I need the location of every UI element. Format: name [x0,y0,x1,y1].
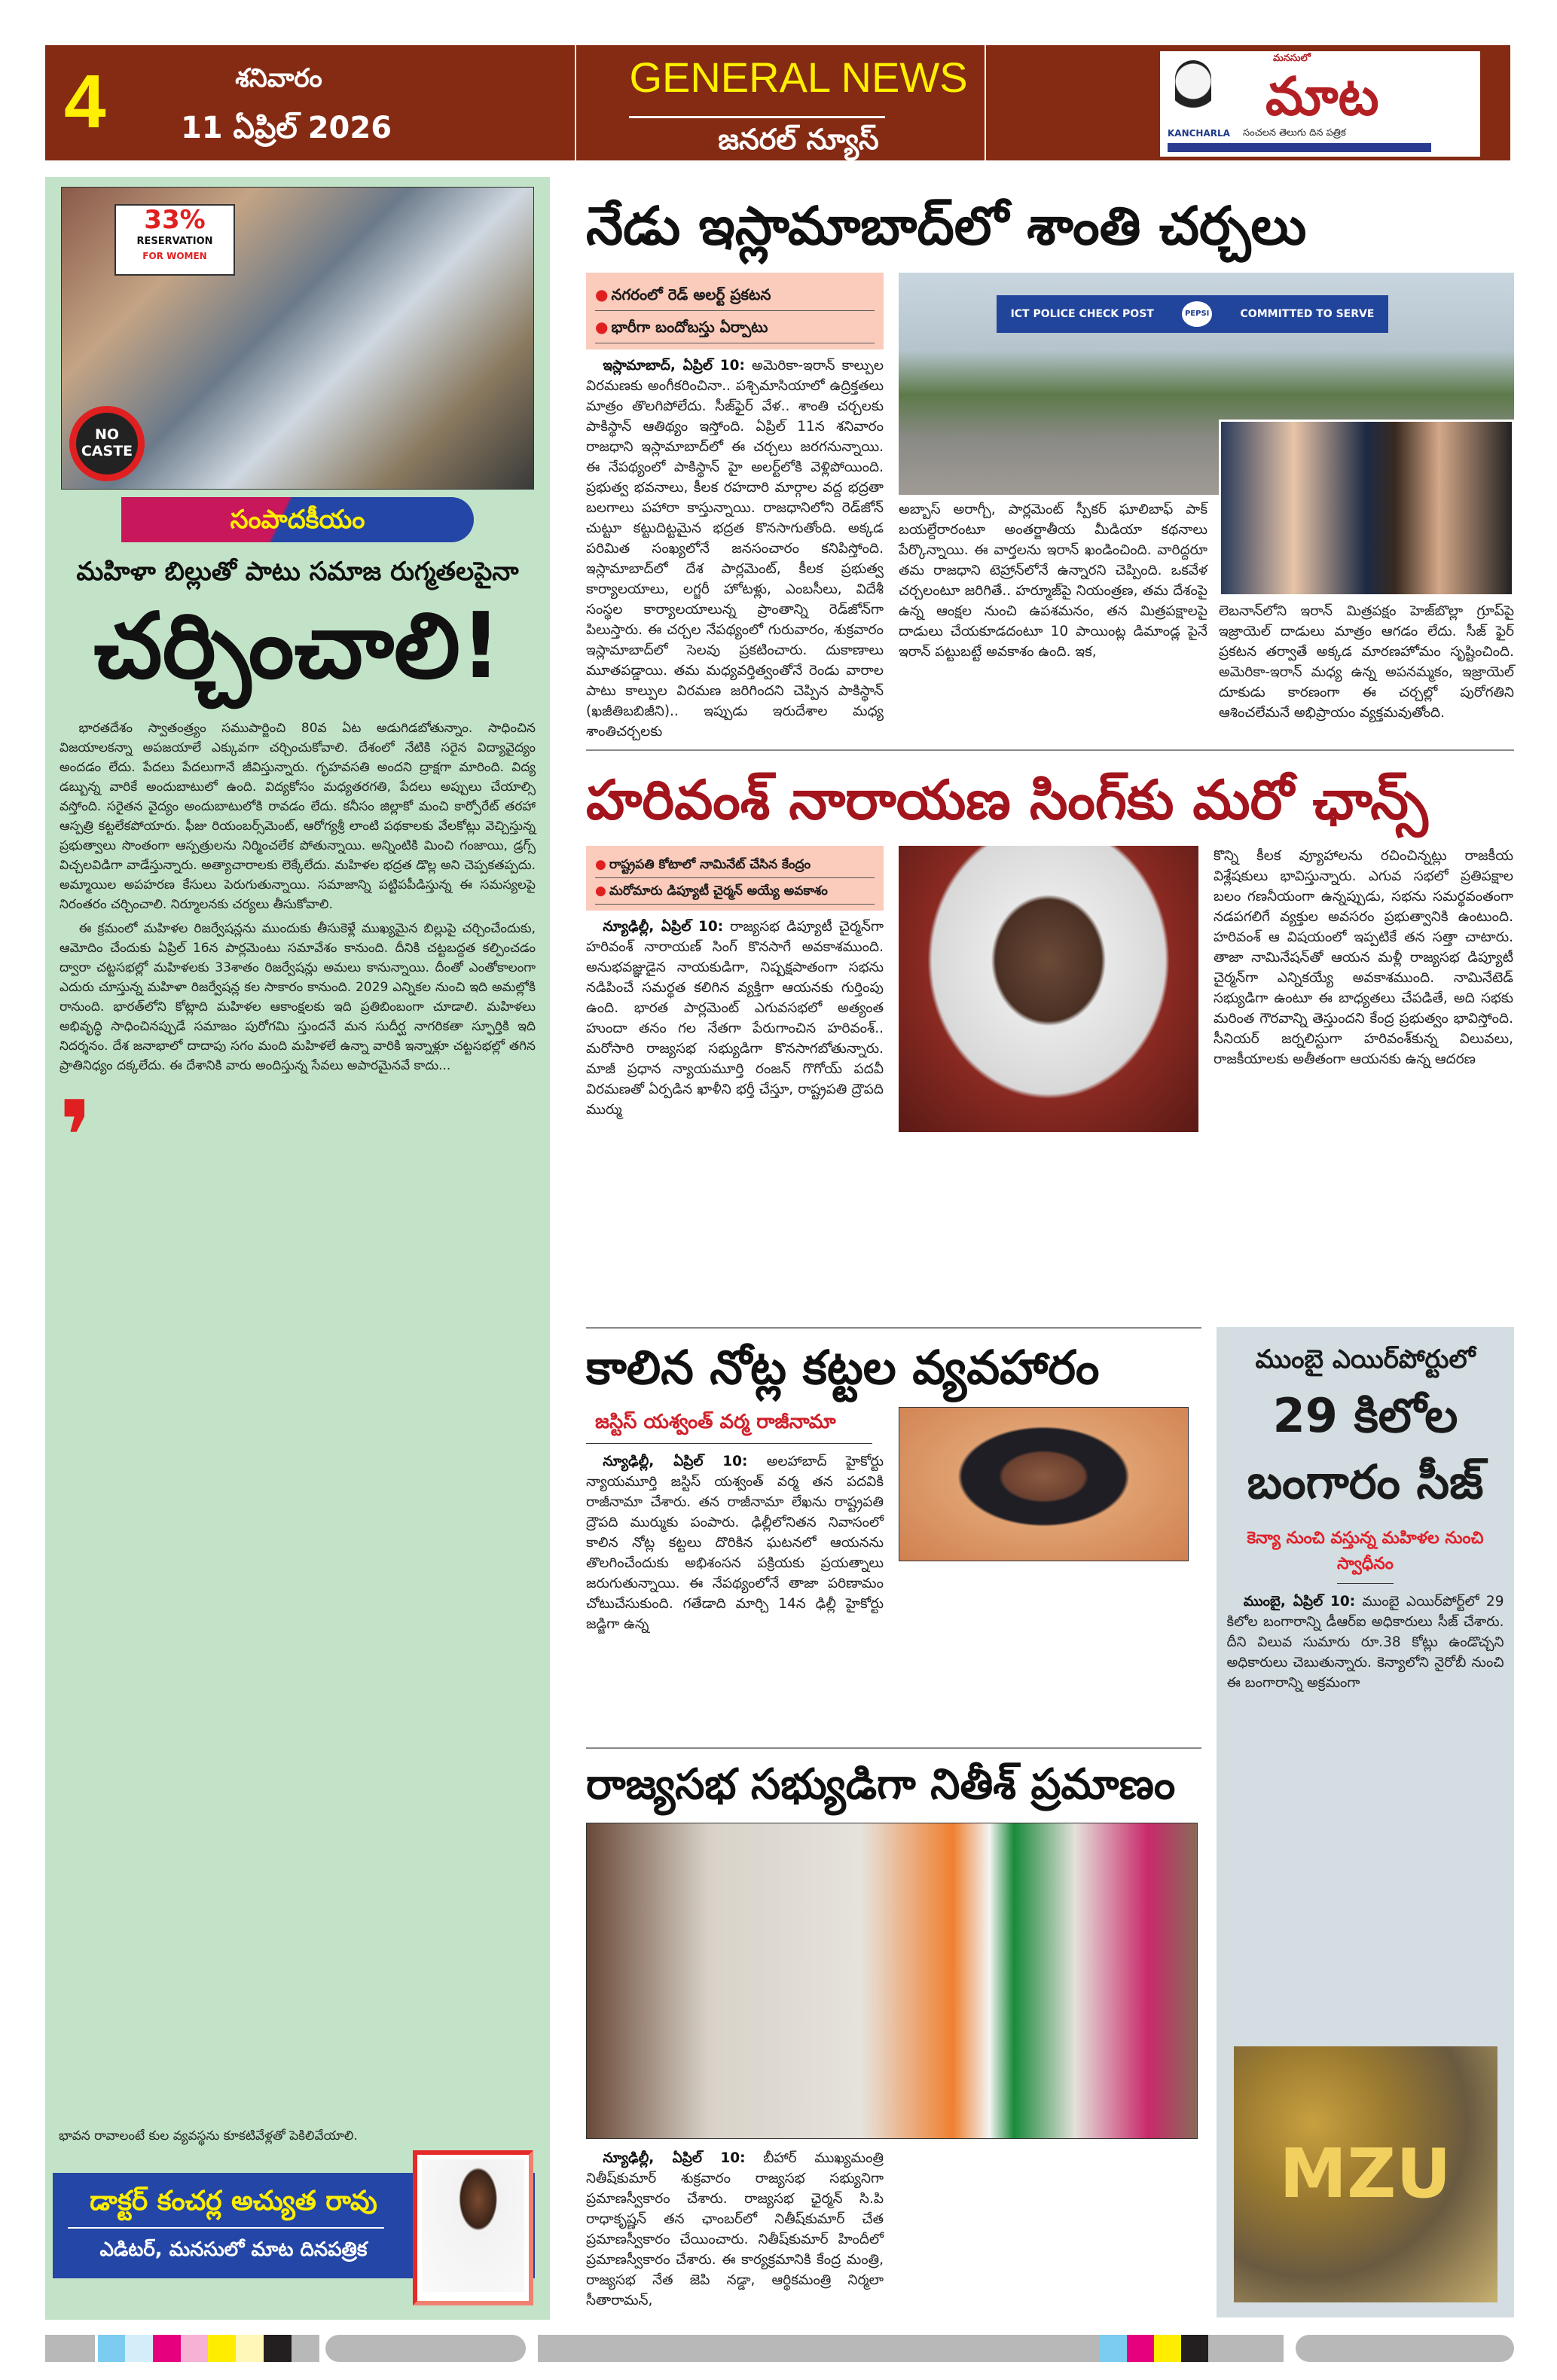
body-text: బీహార్ ముఖ్యమంత్రి నితీష్‌కుమార్ శుక్రవారం రాజ్యసభ సభ్యునిగా ప్రమాణస్వీకారం చేశారు. రాజ్యసభ ఛైర్మన్ సి.పి రాధాకృష్ణన్ తన ఛాంబర్‌లో నితీష్‌కుమార్ చేత ప్రమాణస్వీకారం చేయించారు. నితీష్‌కుమార్ హిందీలో ప్రమాణస్వీకారం చేశారు. ఈ కార్యక్రమానికి కేంద్ర మంత్రి, రాజ్యసభ నేత జెపి నడ్డా, ఆర్థికమంత్రి నిర్మలా సీతారామన్, [586,2150,884,2308]
checkpost-sign [997,295,1388,333]
day-of-week: శనివారం [235,63,322,93]
logo-bar [1168,143,1431,152]
story3-subhead: జస్టిస్ యశ్వంత్ వర్మ రాజీనామా [595,1411,836,1433]
editorial-subhead: మహిళా బిల్లుతో పాటు సమాజ రుగ్మతలపైనా [76,557,519,587]
portrait-icon [1175,60,1211,121]
bottom-row [586,1327,1514,2317]
story4-photo-oath [586,1823,1198,2139]
divider [1337,1583,1394,1584]
issue-date: 11 ఏప్రిల్ 2026 [180,111,392,145]
story1-col3: లెబనాన్‌లోని ఇరాన్ మిత్రపక్షం హెజ్‌బొల్లా గ్రూప్‌పై ఇజ్రాయెల్ దాడులు మాత్రం ఆగడం లేదు. సీజ్ ఫైర్ ప్రకటన తర్వాతే అక్కడ మారణహోమం సృష్టించింది. అమెరికా-ఇరాన్ మధ్య ఉన్న అపనమ్మకం, ఇజ్రాయెల్ దూకుడు కారణంగా ఈ చర్చల్లో పురోగతిని ఆశించలేమనే అభిప్రాయం వ్యక్తమవుతోంది. [1219,603,1514,721]
section-title-te: జనరల్ న్యూస్ [718,123,879,156]
logo-tagline: సంచలన తెలుగు దిన పత్రిక [1243,127,1346,139]
body-text: అమెరికా-ఇరాన్ కాల్పుల విరమణకు అంగీకరించినా.. పశ్చిమాసియాలో ఉద్రిక్తతలు మాత్రం తొలగిపోలేదు. సీజ్‌ఫైర్ వేళ.. శాంతి చర్చలకు పాకిస్థాన్ ఆతిథ్యం ఇస్తోంది. ఏప్రిల్ 11న శనివారం రాజధాని ఇస్లామాబాద్‌లో ఈ చర్చలు జరగనున్నాయి. ఈ నేపథ్యంలో పాకిస్థాన్ హై అలర్ట్‌లోకి వెళ్లిపోయింది. ప్రభుత్వ భవనాలు, కీలక రహదారి మార్గాల వద్ద భద్రతా బలగాలు పహారా కాస్తున్నాయి. రాజధానిలోని రెడ్‌జోన్ చుట్టూ కట్టుదిట్టమైన భద్రత కొనసాగుతోంది. అక్కడ పరిమిత సంఖ్యలోనే జనసంచారం కనిపిస్తోంది. ఇస్లామాబాద్‌లో దేశ పార్లమెంట్, కీలక ప్రభుత్వ కార్యాలయాలు, లగ్జరీ హోటళ్లు, ఎంబసీలు, విదేశీ సంస్థల కార్యాలయాలున్న ప్రాంతాన్ని రెడ్‌జోన్‌గా పిలుస్తారు. ఈ చర్చల నేపథ్యంలో గురువారం, శుక్రవారం ఇస్లామాబాద్‌లో సెలవు ప్రకటించారు. దుకాణాలు మూతపడ్డాయి. తమ మధ్యవర్తిత్వంతోనే రెండు వారాల పాటు కాల్పుల విరమణ జరిగిందని చెప్పిన పాకిస్థాన్ (ఖజీతిబబిజీని).. ఇప్పుడు ఇరుదేశాల మధ్య శాంతిచర్చలకు [586,358,884,740]
editor-name: డాక్టర్ కంచర్ల అచ్యుత రావు [90,2186,377,2217]
body-text: రాజ్యసభ డిప్యూటీ చైర్మన్‌గా హరివంశ్ నారాయణ్ సింగ్ కొనసాగే అవకాశముంది. అనుభవజ్ఞుడైన నాయకుడిగా, నిష్పక్షపాతంగా సభను నడిపించే సమర్థత కలిగిన వ్యక్తిగా ఆయనకు గుర్తింపు ఉంది. భారత పార్లమెంట్ ఎగువసభలో అత్యంత హుందా తనం గల నేతగా పేరుగాంచిన హరివంశ్.. మరోసారి రాజ్యసభ సభ్యుడిగా కొనసాగబోతున్నారు. మాజీ ప్రధాన న్యాయమూర్తి రంజన్ గొగోయ్ పదవీ విరమణతో ఏర్పడిన ఖాళీని భర్తీ చేస్తూ, రాష్ట్రపతి ద్రౌపది ముర్ము [586,919,884,1118]
story2-col3: కొన్ని కీలక వ్యూహాలను రచించిన్నట్లు రాజకీయ విశ్లేషకులు భావిస్తున్నారు. ఎగువ సభలో ప్రతిపక్షాల బలం గణనీయంగా ఉన్నప్పుడు, సభను సమర్థవంతంగా నడపగలిగే వ్యక్తుల అవసరం ప్రభుత్వానికి ఉంటుంది. హరివంశ్ ఆ విషయంలో ఇప్పటికే తన సత్తా చాటారు. తాజా నామినేషన్‌తో ఆయన మళ్లీ రాజ్యసభ డిప్యూటీ చైర్మన్‌గా ఎన్నికయ్యే అవకాశముంది. నామినేటెడ్ సభ్యుడిగా ఉంటూ ఈ బాధ్యతలు చేపడితే, అది సభకు మరింత గౌరవాన్ని తెస్తుందని కేంద్ర ప్రభుత్వం భావిస్తోంది. సీనియర్ జర్నలిస్టుగా హరివంశ్‌కున్న విలువలు, రాజకీయాలకు అతీతంగా ఆయనకు ఉన్న ఆదరణ [1214,848,1513,1067]
color-swatch [1181,2335,1208,2362]
story1-col2: అబ్బాస్ అరాగ్చీ, పార్లమెంట్ స్పీకర్ ఘాలిబాఫ్ పాక్ బయల్దేరారంటూ అంతర్జాతీయ మీడియా కథనాలు పేర్కొన్నాయి. ఈ వార్తలను ఇరాన్ ఖండించింది. వారిద్దరూ తమ రాజధాని టెహ్రాన్‌లోనే ఉన్నారని చెప్పింది. ఒకవేళ చర్చలంటూ జరిగితే.. హర్మూజ్‌పై నియంత్రణ, తమ దేశంపై ఉన్న ఆంక్షల నుంచి ఉపశమనం, తన మిత్రపక్షాలపై దాడులు చేయకూడదంటూ 10 పాయింట్ల డిమాండ్ల పైనే ఇరాన్ పట్టుబట్టే అవకాశం ఉంది. ఇక, [899,502,1207,660]
color-swatch [125,2335,153,2362]
print-bar [325,2335,526,2362]
highlight: ● మరోమారు డిప్యూటీ చైర్మన్ అయ్యే అవకాశం [595,878,875,905]
color-swatch [1154,2335,1181,2362]
divider [985,45,986,160]
divider [575,45,576,160]
story5-headline: 29 కిలోల బంగారం సీజ్ [1247,1388,1484,1509]
highlight: ● భారీగా బందోబస్తు ఏర్పాటు [595,311,875,343]
color-swatch [1100,2335,1127,2362]
no-caste-badge: NO CASTE [69,406,145,481]
dateline: న్యూఢిల్లీ, ఏప్రిల్ 10: [603,1454,748,1469]
highlight: ● నగరంలో రెడ్ అలర్ట్ ప్రకటన [595,279,875,311]
highlight: ● రాష్ట్రపతి కోటాలో నామినేట్ చేసిన కేంద్రం [595,852,875,878]
protest-sign [114,204,235,276]
sign-text: ICT POLICE CHECK POST [1010,308,1154,320]
color-swatch [181,2335,208,2362]
editorial-column [45,177,550,2320]
masthead [45,45,1510,160]
dateline: ఇస్లామాబాద్, ఏప్రిల్ 10: [603,358,745,374]
story4-headline: రాజ్యసభ సభ్యుడిగా నితీశ్ ప్రమాణం [586,1760,1176,1809]
divider [629,116,885,118]
editorial-closing: భావన రావాలంటే కుల వ్యవస్థను కూకటివేళ్లతో పెకిలివేయాలి. [59,2128,358,2144]
editor-role: ఎడిటర్, మనసులో మాట దినపత్రిక [99,2238,368,2261]
story4-col1 [586,2148,884,2311]
dateline: ముంబై, ఏప్రిల్ 10: [1243,1594,1356,1610]
color-swatch [264,2335,292,2362]
paragraph: భారతదేశం స్వాతంత్ర్యం సముపార్జించి 80వ ఏట అడుగిడబోతున్నాం. సాధించిన విజయాలకన్నా అపజయాలే ఎక్కువగా చర్చించుకోవాలి. దేశంలో నేటికి సరైన విద్యావైద్యం అందడం లేదు. పేదలు పేదలుగానే జీవిస్తున్నారు. గృహవసతి అందని ద్రాక్షగా మారింది. విద్య డబ్బున్న వారికే అందుబాటులో ఉంది. విద్యకోసం మధ్యతరగతి, పేదలు అప్పులు చేయాల్సి వస్తోంది. సరైతన వైద్యం అందుబాటులోకి రావడం లేదు. కనీసం జిల్లాకో మంచి కార్పోరేట్ తరహా ఆస్పత్రి కట్టలేకపోయారు. ఫీజు రియంబర్స్‌మెంట్, ఆరోగ్యశ్రీ లాంటి పథకాలకు వేలకోట్లు వెచ్చిస్తున్న ప్రభుత్వాలు సొంతంగా ఆస్పత్రులను నిర్మించలేక పోతున్నాయి. అన్నింటికి మించి గంజాయి, డ్రగ్స్ విచ్చలవిడిగా వాడేస్తున్నారు. అత్యాచారాలకు లెక్కేలేదు. మహిళల భద్రత డొల్ల అని చెప్పకతప్పదు. అమ్మాయిల అపహరణ కేసులు పెరుగుతున్నాయి. సమాజాన్ని పట్టిపపీడిస్తున్న ఈ సమస్యలపై నిరంతరం చర్చించాలి. నిర్మూలనకు చర్యలు తీసుకోవాలి. [60,721,536,912]
dateline: న్యూఢిల్లీ, ఏప్రిల్ 10: [603,919,724,935]
story1 [586,188,1514,742]
editorial-headline: చర్చించాలి! [93,594,502,699]
divider [586,749,1514,751]
story2-photo-harivansh [899,846,1198,1132]
story3-photo-justice-varma [899,1407,1189,1561]
story2-highlights [586,846,884,911]
section-title-en: GENERAL NEWS [629,53,968,101]
color-swatch [208,2335,236,2362]
page-number: 4 [64,60,106,144]
color-swatch [153,2335,181,2362]
bottom-left [586,1327,1201,2311]
body-text: ముంబై ఎయిర్‌పోర్ట్‌లో 29 కిలోల బంగారాన్ని డీఆర్ఐ అధికారులు సీజ్ చేశారు. దీని విలువ సుమారు రూ.38 కోట్లు ఉండొచ్చని అధికారులు చెబుతున్నారు. కెన్యాలోని నైరోబీ నుంచి ఈ బంగారాన్ని అక్రమంగా [1226,1594,1504,1691]
sign-percent: 33% [144,205,206,235]
color-swatch [98,2335,125,2362]
editor-photo [413,2150,533,2305]
story5-subhead: కెన్యా నుంచి వస్తున్న మహిళల నుంచి స్వాధీనం [1247,1529,1484,1573]
sign-text: PEPSI [1182,301,1212,327]
quote-mark-icon: ❜ [59,1079,93,1194]
color-swatch [236,2335,264,2362]
story3-col1 [586,1451,884,1634]
sign-text: COMMITTED TO SERVE [1240,308,1375,320]
editorial-footer [53,2126,542,2320]
editorial-banner: సంపాదకీయం [121,497,474,542]
story1-inset-photo-leaders [1219,420,1514,597]
story4 [586,1755,1201,2311]
divider [68,2227,384,2229]
story2-col1 [586,917,884,1120]
story3 [586,1335,1201,1741]
story5-box [1217,1327,1514,2317]
divider [586,1443,872,1444]
divider [586,1327,1201,1329]
newspaper-logo [1160,51,1480,157]
logo-brand: KANCHARLA [1168,128,1230,139]
logo-name: మాట [1265,66,1379,127]
divider [586,1747,1201,1749]
story5-kicker: ముంబై ఎయిర్‌పోర్టులో [1255,1344,1476,1375]
story3-headline: కాలిన నోట్ల కట్టల వ్యవహారం [586,1340,1100,1395]
editor-section [53,2150,542,2312]
sign-line1: RESERVATION [136,236,213,247]
story5-body [1227,1591,1504,1693]
news-area [586,188,1514,2317]
story1-headline: నేడు ఇస్లామాబాద్‌లో శాంతి చర్చలు [586,195,1307,257]
story1-col1 [586,355,884,742]
sign-line2: FOR WOMEN [142,251,207,261]
story2 [586,761,1514,1323]
story2-headline: హరివంశ్ నారాయణ సింగ్‌కు మరో ఛాన్స్ [586,768,1428,831]
body-text: అలహాబాద్ హైకోర్టు న్యాయమూర్తి జస్టిస్ యశ్వంత్ వర్మ తన పదవికి రాజీనామా చేశారు. తన రాజీనామా లేఖను రాష్ట్రపతి ద్రౌపది ముర్ముకు పంపారు. ఢిల్లీలోనితన నివాసంలో కాలిన నోట్ల కట్టలు దొరికిన ఘటనలో ఆయనను తొలగించేందుకు అభిశంసన పక్రియకు ప్రయత్నాలు జరుగుతున్నాయి. ఈ నేపథ్యంలోనే తాజా పరిణామం చోటుచేసుకుంది. గతేడాది మార్చి 14న ఢిల్లీ హైకోర్టు జడ్జిగా ఉన్న [586,1454,884,1632]
paragraph: ఈ క్రమంలో మహిళల రిజర్వేషన్లను ముందుకు తీసుకెళ్లే ముఖ్యమైన బిల్లుపై చర్చించేందుకు, ఆమోదిం చేందుకు ఏప్రిల్ 16న పార్లమెంటు సమావేశం కానుంది. దీనికి చట్టబద్దత కల్పించడం ద్వారా చట్టసభల్లో మహిళలకు 33శాతం రిజర్వేషన్లు అమలు కానున్నాయి. దీంతో ఎంతోకాలంగా ఎదురు చూస్తున్న మహిళా రిజర్వేషన్ల కల సాకారం కానుంది. 2029 ఎన్నికల నుంచి ఇది అమల్లోకి రానుంది. భారత్‌లోని కోట్లాది మహిళల ఆకాంక్షలకు ఇది ప్రతిబింబంగా చూడాలి. మహిళలు అభివృద్ధి సాధించినప్పుడే సమాజం పురోగమి స్తుందనే మన సుదీర్ఘ నాగరికతా స్ఫూర్తికి ఇది నిదర్శనం. దేశ జనాభాలో దాదాపు సగం మంది మహిళలే ఉన్నా వారికి ఇన్నాళ్లూ చట్టసభల్లో తగిన ప్రాతినిధ్యం దక్కలేదు. ఈ దేశానికి వారు అందిస్తున్న సేవలు అపారమైనవే కాదు... [60,921,536,1073]
dateline: న్యూఢిల్లీ, ఏప్రిల్ 10: [603,2150,746,2166]
print-bar [45,2335,95,2362]
color-swatch [1127,2335,1154,2362]
editorial-body [60,719,536,1080]
logo-small-text: మనసులో [1273,53,1311,64]
story1-highlights [586,273,884,349]
print-bar [1296,2335,1514,2362]
story5-photo-gold: MZU [1234,2046,1497,2302]
editorial-illustration [61,187,534,490]
color-swatch [292,2335,319,2362]
